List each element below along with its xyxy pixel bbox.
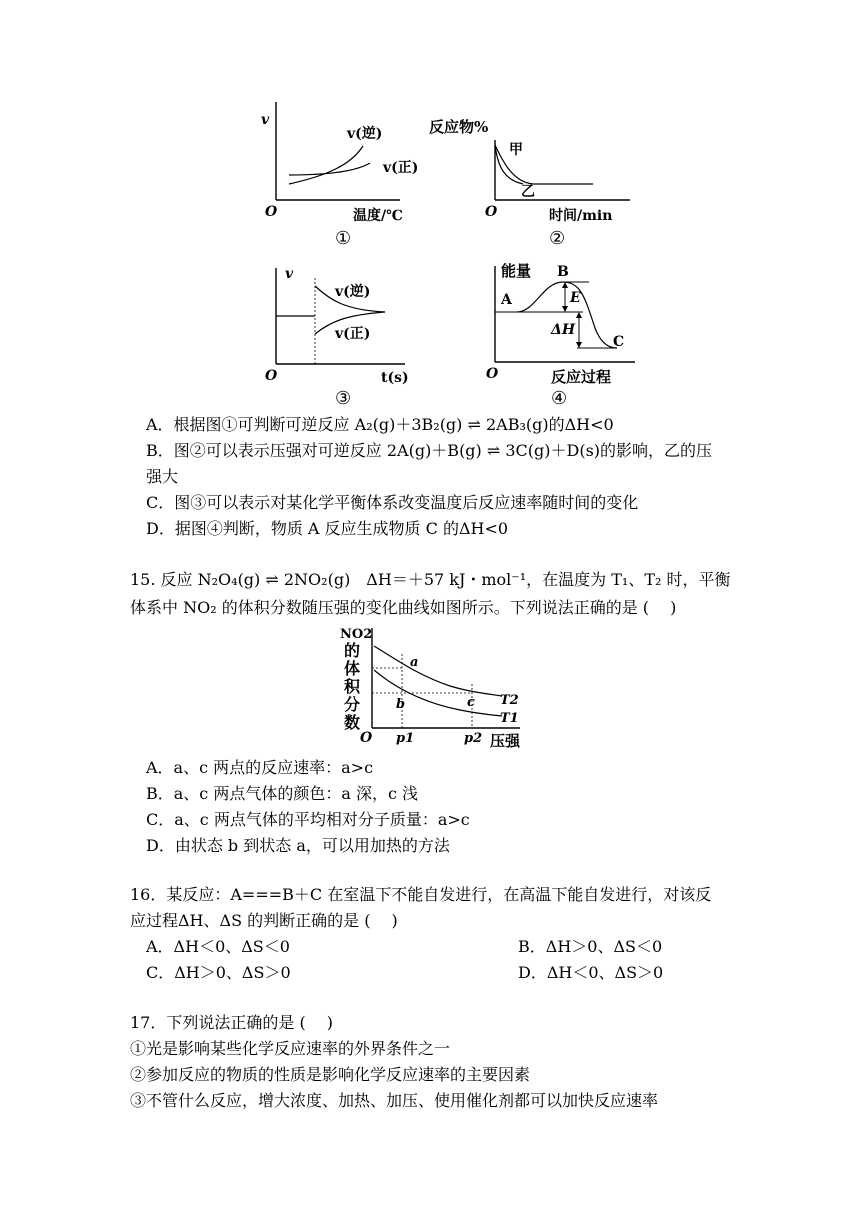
f2-origin: O bbox=[485, 204, 498, 220]
q16-option-b: B．ΔH＞0、ΔS＜0 bbox=[518, 937, 663, 956]
f4-e-label: E bbox=[570, 290, 581, 306]
figure-1 bbox=[255, 100, 425, 248]
f3-caption: ③ bbox=[335, 388, 352, 408]
figure-3 bbox=[255, 260, 425, 408]
q14-option-b-line1: B．图②可以表示压强对可逆反应 2A(g)＋B(g) ⇌ 3C(g)＋D(s)的影响，乙的压 bbox=[146, 441, 713, 460]
figure-4 bbox=[485, 258, 645, 408]
q14-option-c: C．图③可以表示对某化学平衡体系改变温度后反应速率随时间的变化 bbox=[146, 493, 639, 512]
q17-stem: 17．下列说法正确的是 ( ) bbox=[130, 1013, 334, 1032]
f4-x-label: 反应过程 bbox=[551, 368, 612, 386]
q15-stem-line1: 15. 反应 N₂O₄(g) ⇌ 2NO₂(g) ΔH＝＋57 kJ・mol⁻¹，在温度为 T₁、T₂ 时，平衡 bbox=[130, 570, 731, 589]
f3-y-label: v bbox=[285, 266, 294, 282]
figure-2 bbox=[425, 100, 635, 248]
f5-origin: O bbox=[360, 730, 373, 746]
f5-y-label-1: NO2 bbox=[340, 627, 373, 642]
f1-curve1-label: v(逆) bbox=[347, 126, 383, 142]
f5-p1: p1 bbox=[396, 731, 415, 746]
f1-origin: O bbox=[265, 204, 278, 220]
f4-point-a: A bbox=[501, 292, 512, 308]
q17-statement-1: ①光是影响某些化学反应速率的外界条件之一 bbox=[130, 1039, 451, 1058]
f5-x-label: 压强 bbox=[490, 732, 521, 750]
q17-statement-3: ③不管什么反应，增大浓度、加热、加压、使用催化剂都可以加快反应速率 bbox=[130, 1091, 659, 1110]
f1-curve2-label: v(正) bbox=[383, 160, 419, 176]
q16-option-d: D．ΔH＜0、ΔS＞0 bbox=[518, 963, 664, 982]
f5-y-label-5: 分 bbox=[344, 695, 361, 714]
q14-option-a: A．根据图①可判断可逆反应 A₂(g)＋3B₂(g) ⇌ 2AB₃(g)的ΔH<0 bbox=[146, 415, 614, 434]
f5-y-label-3: 体 bbox=[344, 659, 361, 678]
f4-point-c: C bbox=[613, 334, 625, 350]
f5-point-b: b bbox=[396, 697, 406, 712]
f4-caption: ④ bbox=[551, 388, 568, 408]
q16-option-c: C．ΔH＞0、ΔS＞0 bbox=[146, 963, 291, 982]
f5-p2: p2 bbox=[464, 731, 483, 746]
q15-option-b: B．a、c 两点气体的颜色：a 深，c 浅 bbox=[146, 784, 419, 803]
f2-caption: ② bbox=[549, 228, 566, 248]
q15-option-a: A．a、c 两点的反应速率：a>c bbox=[146, 758, 374, 777]
q16-stem-line2: 应过程ΔH、ΔS 的判断正确的是 ( ) bbox=[130, 911, 398, 930]
f1-x-label: 温度/℃ bbox=[353, 208, 403, 224]
f3-curve1-label: v(逆) bbox=[335, 284, 371, 300]
figure-5 bbox=[330, 624, 530, 752]
q15-option-c: C．a、c 两点气体的平均相对分子质量：a>c bbox=[146, 810, 470, 829]
q16-stem-line1: 16．某反应：A===B＋C 在室温下不能自发进行，在高温下能自发进行，对该反 bbox=[130, 885, 712, 904]
f4-point-b: B bbox=[557, 264, 569, 280]
f5-y-label-2: 的 bbox=[344, 641, 361, 660]
f2-curve1-label: 甲 bbox=[509, 142, 523, 158]
f3-origin: O bbox=[265, 368, 278, 384]
f1-y-label: v bbox=[261, 112, 270, 128]
q17-statement-2: ②参加反应的物质的性质是影响化学反应速率的主要因素 bbox=[130, 1065, 531, 1084]
f4-dh-label: ΔH bbox=[551, 322, 576, 338]
f5-point-a: a bbox=[410, 655, 419, 670]
q15-stem-line2: 体系中 NO₂ 的体积分数随压强的变化曲线如图所示。下列说法正确的是 ( ) bbox=[130, 598, 677, 617]
q14-option-d: D．据图④判断，物质 A 反应生成物质 C 的ΔH<0 bbox=[146, 519, 509, 538]
f5-point-c: c bbox=[467, 695, 475, 710]
f3-curve2-label: v(正) bbox=[335, 326, 371, 342]
f3-x-label: t(s) bbox=[381, 370, 409, 386]
f1-caption: ① bbox=[335, 228, 352, 248]
f2-y-label: 反应物% bbox=[429, 118, 489, 136]
q16-option-a: A．ΔH＜0、ΔS＜0 bbox=[146, 937, 290, 956]
f5-y-label-4: 积 bbox=[344, 677, 361, 696]
f5-t1-label: T1 bbox=[500, 711, 519, 726]
f4-origin: O bbox=[486, 366, 499, 382]
f2-x-label: 时间/min bbox=[549, 208, 613, 224]
f4-y-label: 能量 bbox=[501, 262, 532, 280]
q15-option-d: D．由状态 b 到状态 a，可以用加热的方法 bbox=[146, 836, 450, 855]
f5-y-label-6: 数 bbox=[344, 713, 361, 732]
f5-t2-label: T2 bbox=[500, 693, 519, 708]
f2-curve2-label: 乙 bbox=[521, 184, 535, 200]
q14-option-b-line2: 强大 bbox=[146, 467, 179, 486]
